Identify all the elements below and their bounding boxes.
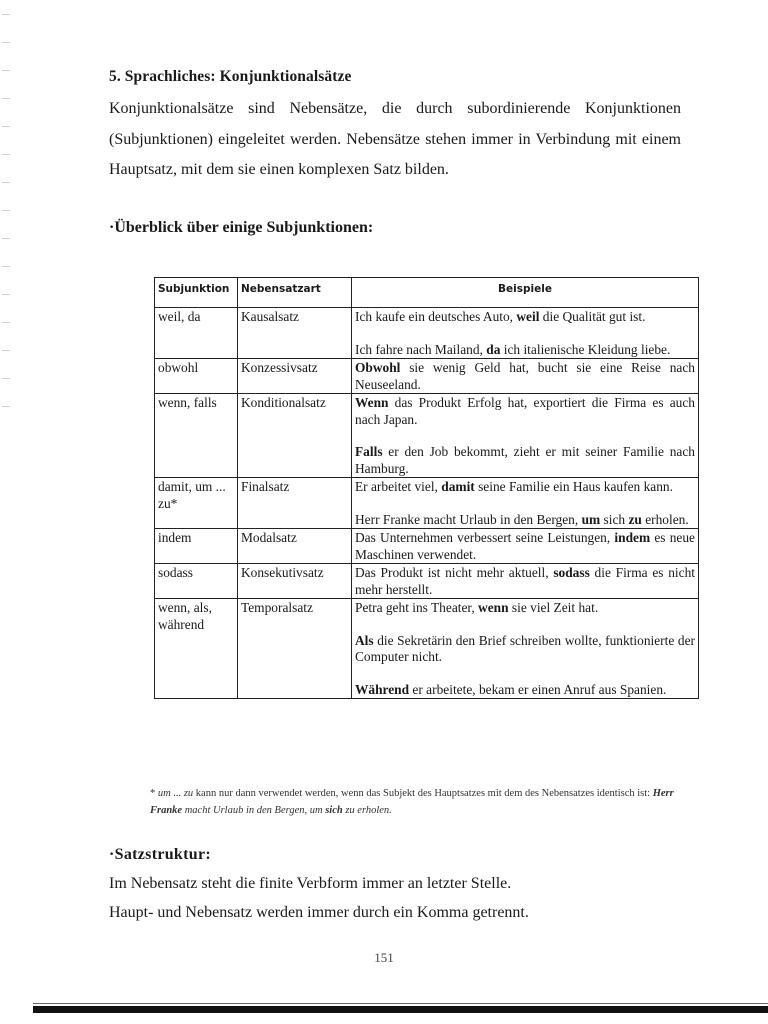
- example-text: er den Job bekommt, zieht er mit seiner Familie nach Hamburg.: [355, 444, 695, 476]
- footnote-example-end: zu erholen.: [342, 805, 392, 816]
- example-conjunction: indem: [614, 530, 651, 545]
- footnote-example-subject: Herr Franke: [150, 788, 674, 816]
- footnote-example-mid: macht Urlaub in den Bergen, um: [182, 805, 326, 816]
- header-nebensatzart: Nebensatzart: [238, 278, 352, 308]
- cell-nebensatzart: Konzessivsatz: [238, 359, 352, 394]
- section-heading: 5. Sprachliches: Konjunktionalsätze: [109, 68, 352, 85]
- example-text: es neue Maschinen verwendet.: [355, 530, 695, 562]
- example-sentence: [355, 360, 695, 393]
- footnote-text: kann nur dann verwendet werden, wenn das Subjekt des Hauptsatzes mit dem des Nebensatzes identisch ist:: [193, 788, 653, 799]
- example-sentence: [355, 633, 695, 666]
- example-text: er arbeitete, bekam er einen Anruf aus Spanien.: [409, 681, 667, 697]
- example-sentence: [355, 444, 695, 477]
- example-text: Ich kaufe ein deutsches Auto,: [355, 309, 517, 324]
- cell-nebensatzart: Finalsatz: [238, 478, 352, 529]
- scan-bottom-bar: [33, 1006, 768, 1013]
- example-conjunction: weil: [516, 309, 540, 324]
- example-text: sich: [600, 511, 629, 527]
- example-sentence: [355, 309, 695, 326]
- example-conjunction: sodass: [553, 565, 590, 580]
- example-text: das Produkt Erfolg hat, exportiert die Firma es auch nach Japan.: [355, 395, 695, 427]
- cell-beispiele: [352, 599, 699, 699]
- footnote-example-sich: sich: [325, 805, 343, 816]
- example-sentence: [355, 512, 695, 529]
- header-subjunktion: Subjunktion: [155, 278, 238, 308]
- table-row: [155, 529, 699, 564]
- example-text: erholen.: [641, 511, 689, 527]
- example-text: sie viel Zeit hat.: [508, 600, 599, 615]
- scan-edge-artifact: [2, 0, 10, 420]
- cell-subjunktion: damit, um ... zu*: [155, 478, 238, 529]
- example-text: die Sekretärin den Brief schreiben wollte, funktionierte der Computer nicht.: [355, 632, 695, 664]
- cell-subjunktion: sodass: [155, 564, 238, 599]
- intro-paragraph: Konjunktionalsätze sind Nebensätze, die durch subordinierende Konjunktionen (Subjunktionen) eingeleitet werden. Nebensätze stehen immer in Verbindung mit einem Hauptsatz, mit dem sie einen komplexen Satz bilden.: [109, 100, 681, 178]
- cell-nebensatzart: Konsekutivsatz: [238, 564, 352, 599]
- example-text: Das Produkt ist nicht mehr aktuell,: [355, 565, 554, 580]
- example-sentence: [355, 530, 695, 563]
- cell-beispiele: [352, 394, 699, 478]
- table-row: [155, 359, 699, 394]
- footnote: [150, 785, 690, 819]
- cell-beispiele: [352, 529, 699, 564]
- cell-nebensatzart: Temporalsatz: [238, 599, 352, 699]
- cell-beispiele: [352, 478, 699, 529]
- example-conjunction: Obwohl: [355, 360, 401, 375]
- example-text: ich italienische Kleidung liebe.: [500, 341, 671, 357]
- table-row: [155, 478, 699, 529]
- example-sentence: [355, 682, 695, 699]
- example-text: Petra geht ins Theater,: [355, 600, 479, 615]
- footnote-term: um ... zu: [157, 788, 194, 799]
- example-text: die Qualität gut ist.: [539, 309, 646, 324]
- subjunctions-table: [154, 277, 699, 699]
- footnote-marker: *: [150, 788, 156, 799]
- structure-line-2: Haupt- und Nebensatz werden immer durch ein Komma getrennt.: [109, 904, 529, 921]
- cell-beispiele: [352, 564, 699, 599]
- example-text: seine Familie ein Haus kaufen kann.: [474, 479, 673, 494]
- cell-subjunktion: wenn, falls: [155, 394, 238, 478]
- example-conjunction: Während: [355, 681, 410, 697]
- table-body: [155, 308, 699, 699]
- cell-subjunktion: weil, da: [155, 308, 238, 359]
- example-sentence: [355, 395, 695, 428]
- example-conjunction: um: [581, 511, 601, 527]
- structure-heading: ·Satzstruktur:: [109, 846, 211, 863]
- header-beispiele: Beispiele: [352, 278, 699, 308]
- overview-heading: ·Überblick über einige Subjunktionen:: [109, 219, 374, 236]
- example-sentence: [355, 565, 695, 598]
- cell-nebensatzart: Konditionalsatz: [238, 394, 352, 478]
- cell-subjunktion: indem: [155, 529, 238, 564]
- cell-beispiele: [352, 359, 699, 394]
- table-row: [155, 394, 699, 478]
- example-conjunction: Als: [355, 632, 374, 648]
- example-text: Herr Franke macht Urlaub in den Bergen,: [355, 511, 582, 527]
- page-number: 151: [374, 950, 394, 965]
- example-conjunction: damit: [441, 479, 475, 494]
- example-conjunction: da: [486, 341, 501, 357]
- structure-line-1: Im Nebensatz steht die finite Verbform immer an letzter Stelle.: [109, 875, 512, 892]
- scan-bottom-line: [33, 1003, 768, 1004]
- cell-nebensatzart: Modalsatz: [238, 529, 352, 564]
- table-row: [155, 564, 699, 599]
- example-text: sie wenig Geld hat, bucht sie eine Reise nach Neuseeland.: [355, 360, 695, 392]
- example-text: die Firma es nicht mehr herstellt.: [355, 565, 695, 597]
- example-sentence: [355, 342, 695, 359]
- example-sentence: [355, 479, 695, 496]
- cell-nebensatzart: Kausalsatz: [238, 308, 352, 359]
- example-text: Er arbeitet viel,: [355, 479, 442, 494]
- table-row: [155, 308, 699, 359]
- example-sentence: [355, 600, 695, 617]
- table-header-row: [155, 278, 699, 308]
- example-text: Ich fahre nach Mailand,: [355, 341, 487, 357]
- example-conjunction: zu: [628, 511, 642, 527]
- cell-subjunktion: obwohl: [155, 359, 238, 394]
- cell-beispiele: [352, 308, 699, 359]
- example-conjunction: wenn: [478, 600, 509, 615]
- example-conjunction: Falls: [355, 444, 383, 459]
- example-text: Das Unternehmen verbessert seine Leistungen,: [355, 530, 615, 545]
- table-row: [155, 599, 699, 699]
- example-conjunction: Wenn: [355, 395, 389, 410]
- cell-subjunktion: wenn, als, während: [155, 599, 238, 699]
